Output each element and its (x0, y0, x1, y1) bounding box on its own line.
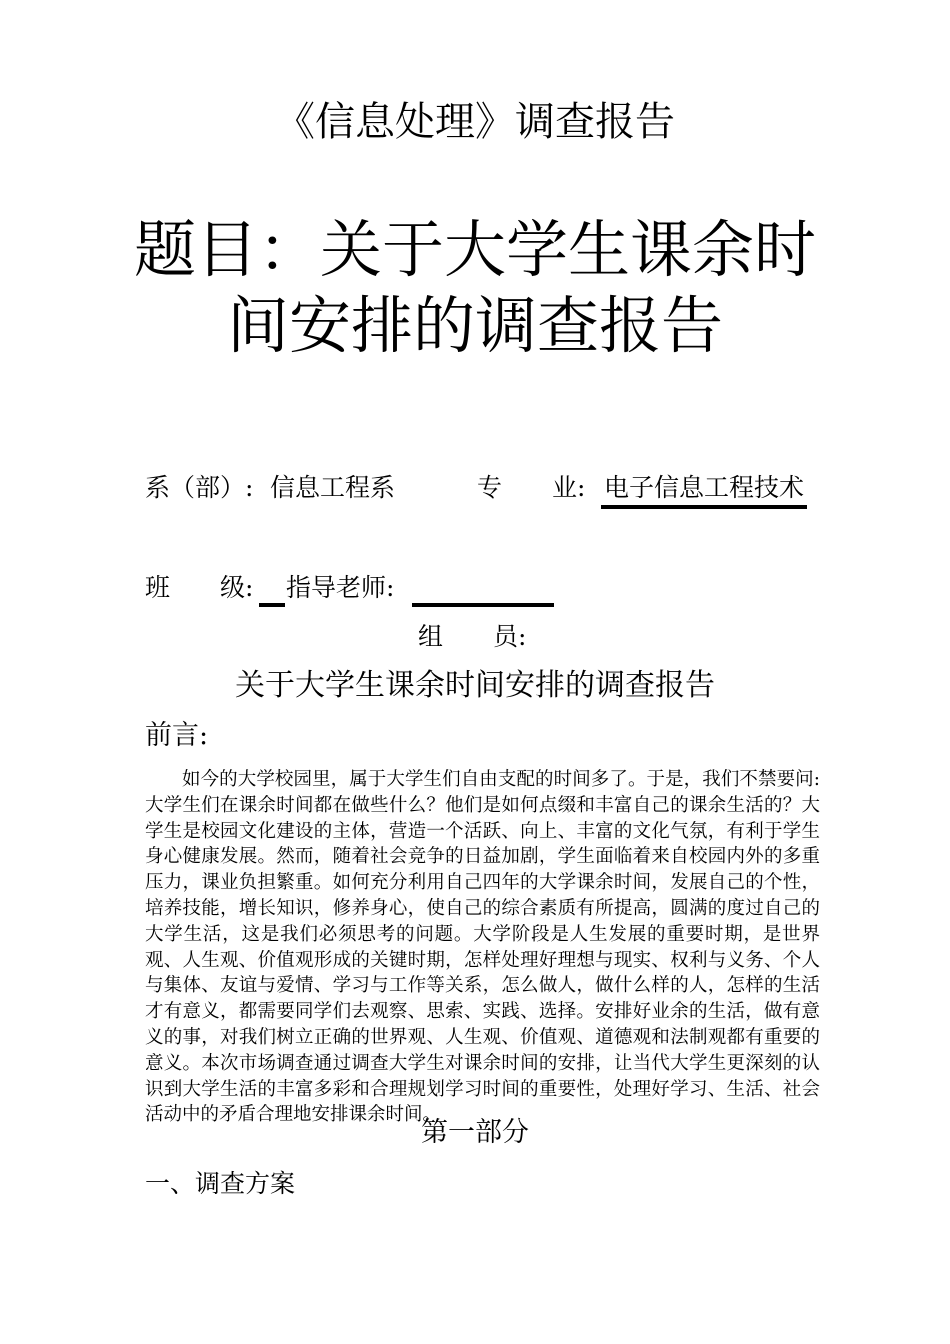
department-value: 信息工程系 (270, 473, 396, 502)
advisor-label: 指导老师: (286, 573, 395, 602)
foreword-heading: 前言: (145, 720, 209, 751)
class-blank (259, 603, 285, 607)
topic-title (0, 212, 950, 364)
class-label: 班 级: (145, 573, 254, 602)
department-label: 系（部）: (145, 473, 254, 502)
advisor-blank (412, 603, 554, 607)
major-value: 电子信息工程技术 (604, 473, 805, 502)
course-title: 《信息处理》调查报告 (275, 99, 675, 145)
members-label: 组 员: (418, 622, 527, 651)
foreword-body: 如今的大学校园里，属于大学生们自由支配的时间多了。于是，我们不禁要问:大学生们在课余时间都在做些什么？他们是如何点缀和丰富自己的课余生活的？大学生是校园文化建设的主体，营造一个活跃、向上、丰富的文化气氛，有利于学生身心健康发展。然而，随着社会竞争的日益加剧，学生面临着来自校园内外的多重压力，课业负担繁重。如何充分利用自己四年的大学课余时间，发展自己的个性，培养技能，增长知识，修养身心，使自己的综合素质有所提高，圆满的度过自己的大学生活，这是我们必须思考的问题。大学阶段是人生发展的重要时期，是世界观、人生观、价值观形成的关键时期，怎样处理好理想与现实、权利与义务、个人与集体、友谊与爱情、学习与工作等关系，怎么做人，做什么样的人，怎样的生活才有意义，都需要同学们去观察、思索、实践、选择。安排好业余的生活，做有意义的事，对我们树立正确的世界观、人生观、价值观、道德观和法制观都有重要的意义。本次市场调查通过调查大学生对课余时间的安排，让当代大学生更深刻的认识到大学生活的丰富多彩和合理规划学习时间的重要性，处理好学习、生活、社会活动中的矛盾合理地安排课余时间。 (145, 769, 820, 1126)
major-underline (601, 505, 807, 509)
topic-line-1: 题目：关于大学生课余时 (133, 213, 816, 286)
section-title: 一、调查方案 (145, 1169, 296, 1198)
part-title: 第一部分 (421, 1117, 529, 1148)
topic-line-2: 间安排的调查报告 (226, 289, 723, 362)
major-label: 专 业: (477, 473, 586, 502)
report-title: 关于大学生课余时间安排的调查报告 (235, 668, 715, 703)
